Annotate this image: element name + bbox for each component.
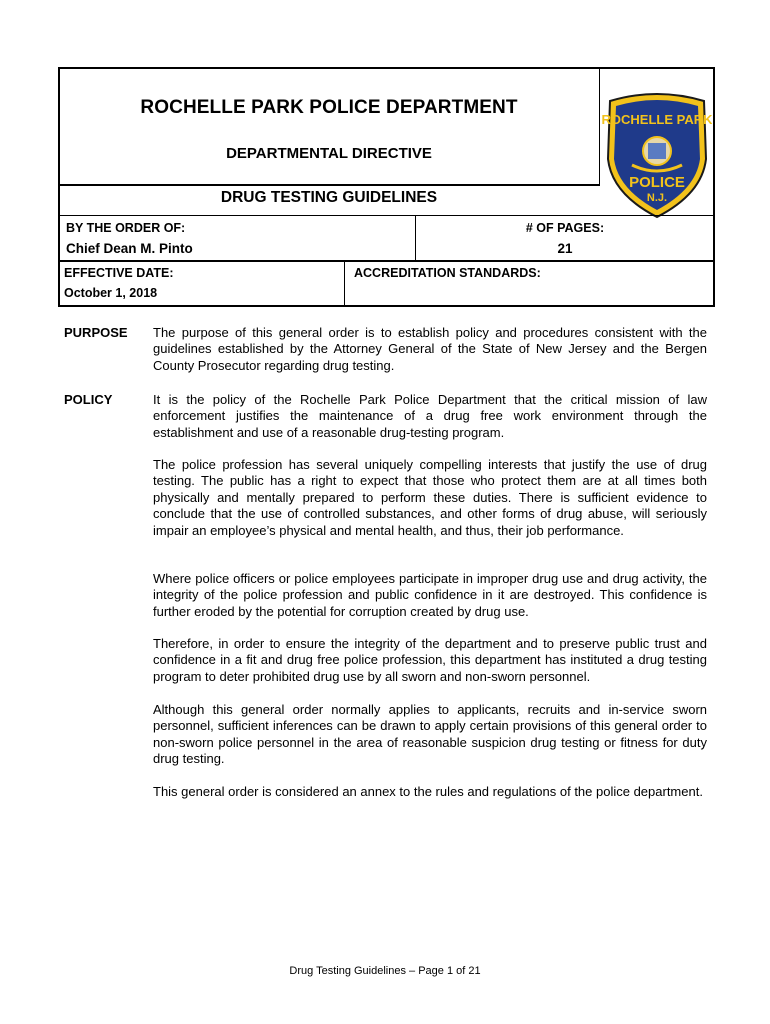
badge-top-text: ROCHELLE PARK: [602, 112, 712, 127]
page-footer: Drug Testing Guidelines – Page 1 of 21: [289, 965, 481, 977]
policy-paragraph-4: Therefore, in order to ensure the integrity of the department and to preserve public trust and confidence in a fit and drug free police profession, this department has instituted a drug testing program to deter prohibited drug use by all sworn and non-sworn personnel.: [153, 636, 707, 684]
pages-label: # OF PAGES:: [525, 221, 605, 235]
row-divider: [344, 262, 345, 307]
policy-paragraph-2: The police profession has several uniquely compelling interests that justify the use of drug testing. The public has a right to expect that those who protect them are at all times both physically and mentally prepared to perform these duties. There is sufficient evidence to conclude that the use of controlled substances, and other forms of drug abuse, will seriously impair an employee’s physical and mental health, and thus, their job performance.: [153, 457, 707, 538]
by-order-label: BY THE ORDER OF:: [66, 221, 186, 235]
department-name: ROCHELLE PARK POLICE DEPARTMENT: [140, 97, 518, 118]
pages-value: 21: [557, 241, 573, 256]
directive-type: DEPARTMENTAL DIRECTIVE: [226, 145, 432, 162]
policy-paragraph-3: Where police officers or police employees participate in improper drug use and drug activity, the integrity of the police profession and public confidence in it are destroyed. This confidence is further eroded by the potential for corruption created by drug use.: [153, 571, 707, 619]
header-box: [58, 67, 600, 185]
policy-paragraph-1: It is the policy of the Rochelle Park Police Department that the critical mission of law enforcement justifies the maintenance of a drug free work environment through the establishment and use of a reasonable drug-testing program.: [153, 392, 707, 440]
badge-middle-text: POLICE: [629, 174, 685, 191]
badge-bottom-text: N.J.: [646, 192, 668, 204]
effective-accreditation-row: [58, 260, 715, 307]
policy-label: POLICY: [64, 392, 113, 407]
accreditation-label: ACCREDITATION STANDARDS:: [354, 266, 541, 280]
effective-date-value: October 1, 2018: [64, 286, 158, 300]
order-pages-row: [58, 215, 715, 260]
purpose-label: PURPOSE: [64, 325, 128, 340]
purpose-text: The purpose of this general order is to establish policy and procedures consistent with the guidelines established by the Attorney General of the State of New Jersey and the Bergen County Prosecutor regarding drug testing.: [153, 325, 707, 373]
document-title: DRUG TESTING GUIDELINES: [220, 189, 438, 206]
policy-paragraph-6: This general order is considered an annex to the rules and regulations of the police department.: [153, 784, 703, 799]
effective-date-label: EFFECTIVE DATE:: [64, 266, 174, 280]
policy-paragraph-5: Although this general order normally applies to applicants, recruits and in-service sworn personnel, sufficient inferences can be drawn to apply certain provisions of this general order to non-sworn police personnel in the area of reasonable suspicion drug testing or fitness for duty drug testing.: [153, 702, 707, 767]
by-order-value: Chief Dean M. Pinto: [66, 241, 193, 256]
